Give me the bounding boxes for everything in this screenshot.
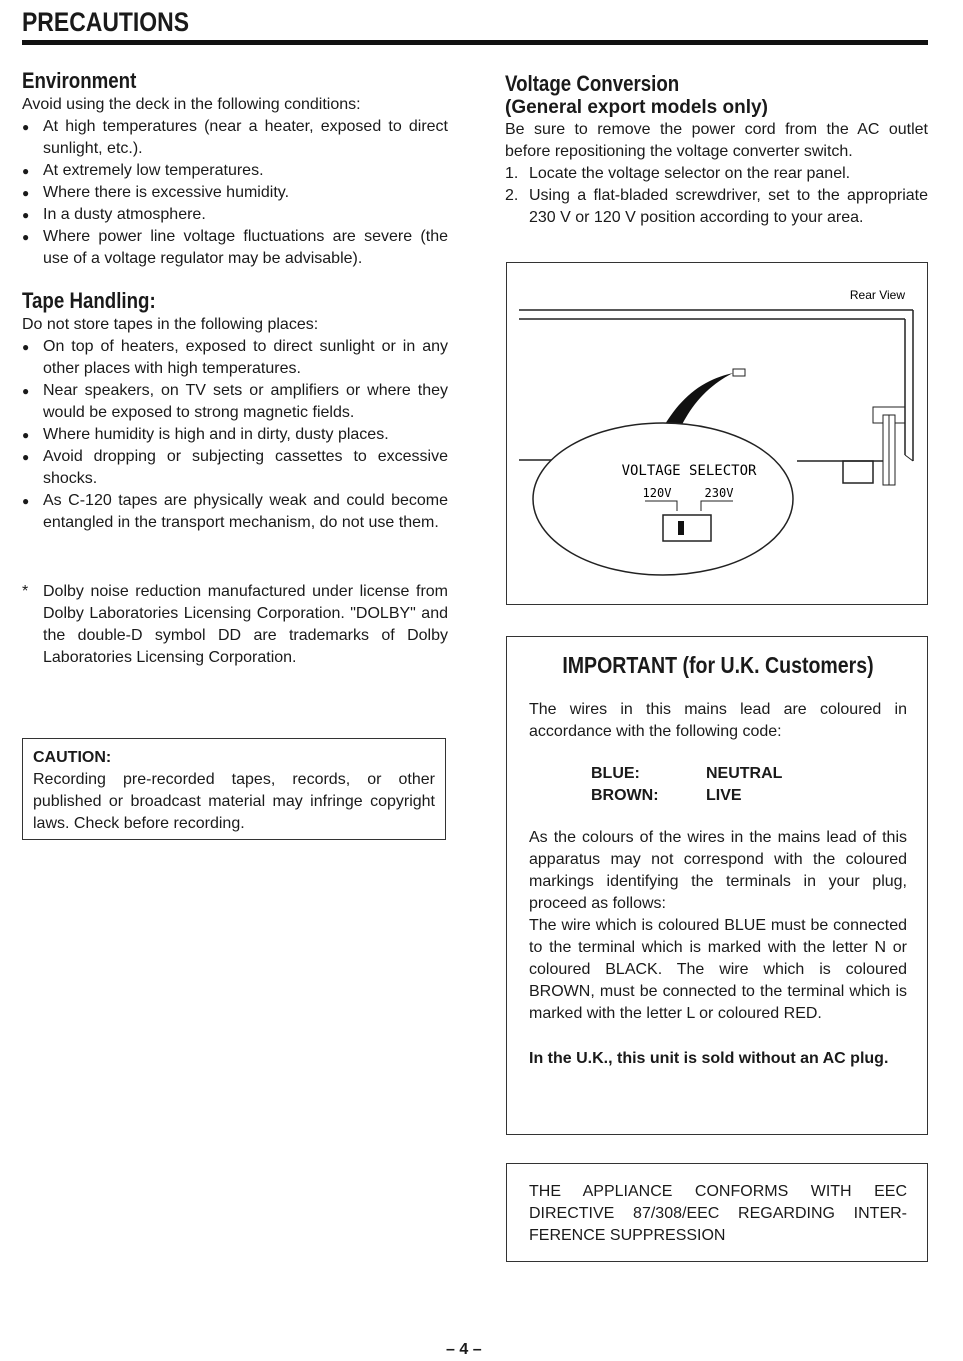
environment-section <box>22 68 448 270</box>
list-item-text: As C-120 tapes are physically weak and could become entangled in the transport mechanism, do not use them. <box>43 492 448 531</box>
list-item-text: Where humidity is high and in dirty, dusty places. <box>43 426 389 443</box>
important-intro: The wires in this mains lead are coloured in accordance with the following code: <box>529 701 907 740</box>
wire-code-table <box>591 763 907 807</box>
list-item-text: Where power line voltage fluctuations are severe (the use of a voltage regulator may be advisable). <box>43 228 448 267</box>
bullet-icon: ● <box>22 428 30 442</box>
tape-heading: Tape Handling: <box>22 288 156 313</box>
bullet-icon: ● <box>22 120 30 134</box>
footnote-mark: * <box>22 583 29 600</box>
step-text: Using a flat-bladed screwdriver, set to the appropriate 230 V or 120 V position according to your area. <box>529 187 928 226</box>
important-body: As the colours of the wires in the mains lead of this apparatus may not correspond with the coloured markings identifying the terminals in your plug, proceed as follows: <box>529 829 907 912</box>
footnote <box>22 581 448 669</box>
list-item-text: Near speakers, on TV sets or amplifiers or where they would be exposed to strong magnetic fields. <box>43 382 448 421</box>
voltage-selector-label: VOLTAGE SELECTOR <box>621 463 757 479</box>
step-text: Locate the voltage selector on the rear panel. <box>529 165 851 182</box>
title-rule <box>22 40 928 45</box>
list-item <box>22 204 448 226</box>
bullet-icon: ● <box>22 450 30 464</box>
bullet-icon: ● <box>22 340 30 354</box>
list-item <box>22 446 448 490</box>
page-title: PRECAUTIONS <box>22 7 190 37</box>
bullet-icon: ● <box>22 494 30 508</box>
caution-box <box>22 738 446 840</box>
voltage-subheading: (General export models only) <box>505 97 768 118</box>
footnote-text: Dolby noise reduction manufactured under license from Dolby Laboratories Licensing Corporation. "DOLBY" and the double-D symbol DD are trademarks of Dolby Laboratories Licensing Corporation. <box>43 583 448 666</box>
step-number: 2. <box>505 187 519 204</box>
step-item <box>505 163 928 185</box>
list-item <box>22 160 448 182</box>
code-role: LIVE <box>706 787 742 804</box>
list-item <box>22 116 448 160</box>
bullet-icon: ● <box>22 186 30 200</box>
bullet-icon: ● <box>22 384 30 398</box>
step-number: 1. <box>505 165 519 182</box>
page-number: – 4 – <box>446 1341 482 1358</box>
important-note: In the U.K., this unit is sold without an AC plug. <box>529 1050 889 1067</box>
option-230v: 230V <box>704 486 734 500</box>
eec-box <box>506 1163 928 1262</box>
voltage-heading: Voltage Conversion <box>505 71 680 96</box>
list-item-text: In a dusty atmosphere. <box>43 206 206 223</box>
rear-view-diagram <box>506 262 928 605</box>
list-item-text: On top of heaters, exposed to direct sunlight or in any other places with high temperatures. <box>43 338 448 377</box>
caution-heading: CAUTION: <box>33 749 112 766</box>
list-item-text: Avoid dropping or subjecting cassettes to excessive shocks. <box>43 448 448 487</box>
caution-text: Recording pre-recorded tapes, records, or other published or broadcast material may infringe copyright laws. Check before recording. <box>33 771 435 832</box>
list-item-text: Where there is excessive humidity. <box>43 184 290 201</box>
important-body-2: The wire which is coloured BLUE must be connected to the terminal which is marked with the letter N or coloured BLACK. The wire which is coloured BROWN, must be connected to the terminal which is marked with the letter L or coloured RED. <box>529 917 907 1022</box>
list-item <box>22 336 448 380</box>
important-box <box>506 636 928 1135</box>
list-item <box>22 490 448 534</box>
voltage-steps <box>505 163 928 229</box>
rear-view-label: Rear View <box>849 288 905 302</box>
tape-list <box>22 336 448 534</box>
tape-intro: Do not store tapes in the following places: <box>22 316 319 333</box>
list-item-text: At high temperatures (near a heater, exposed to direct sunlight, etc.). <box>43 118 448 157</box>
voltage-intro: Be sure to remove the power cord from the AC outlet before repositioning the voltage converter switch. <box>505 121 928 160</box>
code-color: BLUE: <box>591 765 640 782</box>
selector-switch <box>663 515 711 541</box>
bullet-icon: ● <box>22 164 30 178</box>
environment-list <box>22 116 448 270</box>
list-item <box>22 380 448 424</box>
code-color: BROWN: <box>591 787 659 804</box>
option-120v: 120V <box>642 486 672 500</box>
tape-section <box>22 288 448 534</box>
important-heading: IMPORTANT (for U.K. Customers) <box>562 652 874 678</box>
voltage-section <box>505 71 928 229</box>
bullet-icon: ● <box>22 230 30 244</box>
eec-text: THE APPLIANCE CONFORMS WITH EEC DIRECTIVE 87/308/EEC REGARDING INTER-FERENCE SUPPRESSION <box>529 1183 907 1244</box>
list-item <box>22 424 448 446</box>
step-item <box>505 185 928 229</box>
environment-heading: Environment <box>22 68 137 93</box>
list-item-text: At extremely low temperatures. <box>43 162 264 179</box>
selector-cable <box>661 373 733 431</box>
bullet-icon: ● <box>22 208 30 222</box>
rear-panel-illustration <box>507 263 927 604</box>
list-item <box>22 182 448 204</box>
code-role: NEUTRAL <box>706 765 783 782</box>
switch-slider <box>678 521 684 535</box>
environment-intro: Avoid using the deck in the following conditions: <box>22 96 361 113</box>
list-item <box>22 226 448 270</box>
